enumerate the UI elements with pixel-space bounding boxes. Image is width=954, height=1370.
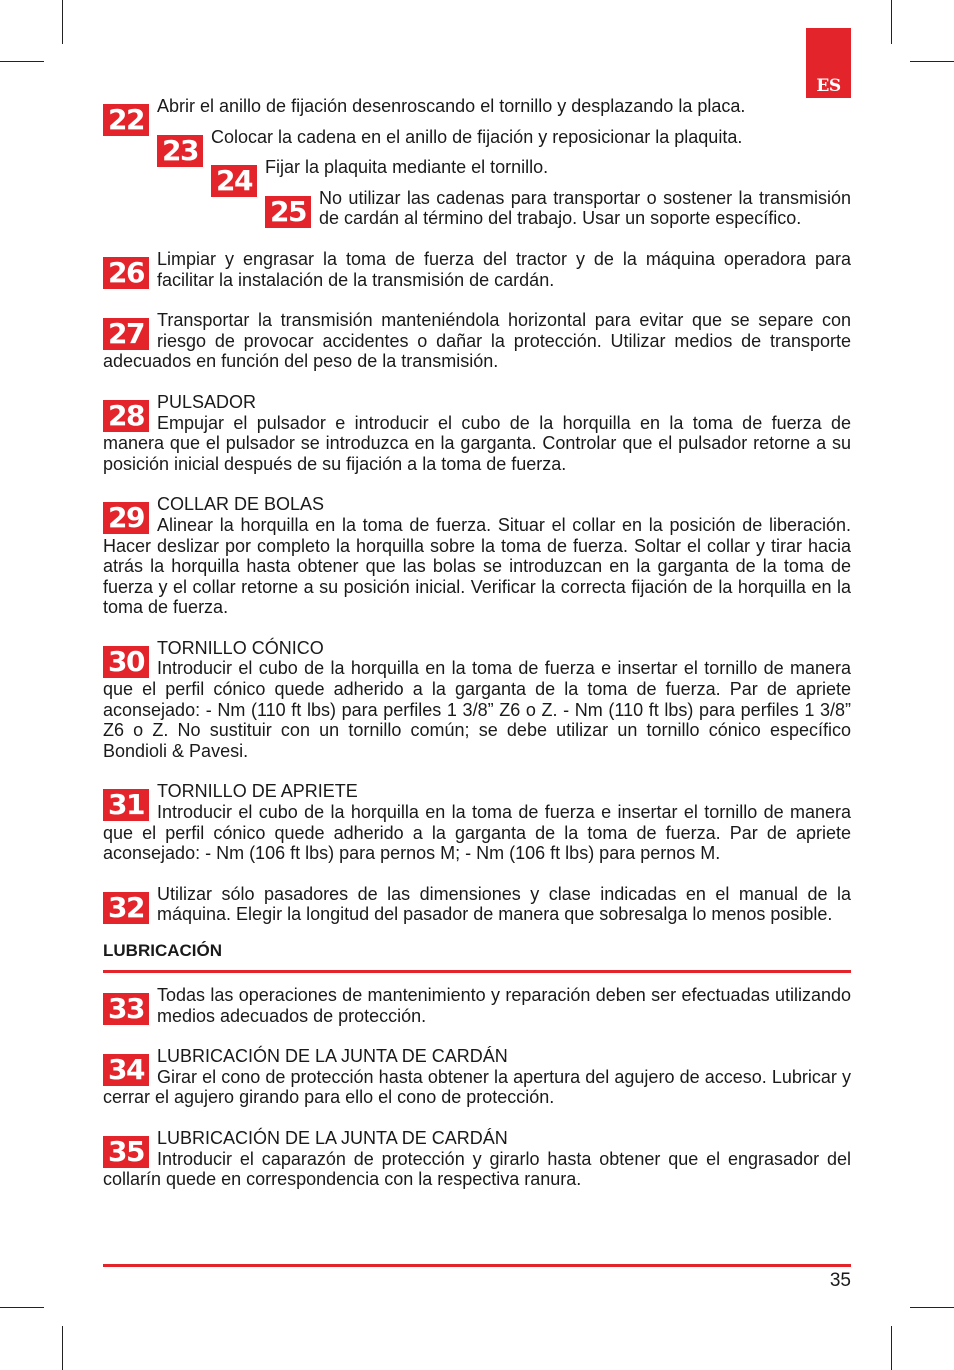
instruction-item-35 bbox=[103, 1128, 851, 1190]
step-text: No utilizar las cadenas para transportar o sostener la transmisión de cardán al término del trabajo. Usar un soporte específico. bbox=[319, 187, 851, 229]
step-text: Introducir el caparazón de protección y girarlo hasta obtener que el engrasador del collarín quede en correspondencia con la respectiva ranura. bbox=[103, 1148, 851, 1190]
step-text: Introducir el cubo de la horquilla en la toma de fuerza e insertar el tornillo de manera que el perfil cónico quede adherido a la garganta de la toma de fuerza. Par de apriete aconsejado: - Nm (110 ft lbs) para perfiles 1 3/8” Z6 o Z. - Nm (110 ft lbs) para perfiles 1 3/8” Z6 o Z. No sustituir con un tornillo común; se debe utilizar un tornillo cónico específico Bondioli & Pavesi. bbox=[103, 658, 851, 761]
step-number: 32 bbox=[103, 892, 149, 924]
step-text: Fijar la plaquita mediante el tornillo. bbox=[265, 157, 549, 178]
step-number: 24 bbox=[211, 165, 257, 197]
step-text: Utilizar sólo pasadores de las dimensiones y clase indicadas en el manual de la máquina. Elegir la longitud del pasador de manera que sobresalga lo menos posible. bbox=[157, 883, 851, 925]
instruction-item-31 bbox=[103, 781, 851, 863]
step-heading: LUBRICACIÓN DE LA JUNTA DE CARDÁN bbox=[157, 1127, 508, 1148]
crop-mark bbox=[0, 1307, 44, 1308]
items-list bbox=[103, 96, 851, 925]
step-number: 34 bbox=[103, 1054, 149, 1086]
step-number: 33 bbox=[103, 993, 149, 1025]
instruction-item-27 bbox=[103, 310, 851, 372]
crop-mark bbox=[0, 61, 44, 62]
language-tab: ES bbox=[806, 28, 851, 98]
instruction-item-33 bbox=[103, 985, 851, 1026]
instruction-item-32 bbox=[103, 884, 851, 925]
step-heading: LUBRICACIÓN DE LA JUNTA DE CARDÁN bbox=[157, 1046, 508, 1067]
step-text: Limpiar y engrasar la toma de fuerza del tractor y de la máquina operadora para facilitar la instalación de la transmisión de cardán. bbox=[157, 248, 851, 290]
crop-mark bbox=[910, 1307, 954, 1308]
step-number: 29 bbox=[103, 502, 149, 534]
step-text: Todas las operaciones de mantenimiento y reparación deben ser efectuadas utilizando medios adecuados de protección. bbox=[157, 985, 851, 1026]
instruction-item-22 bbox=[103, 96, 851, 136]
step-text: Abrir el anillo de fijación desenroscando el tornillo y desplazando la placa. bbox=[157, 96, 746, 116]
step-number: 27 bbox=[103, 318, 149, 350]
instruction-item-24 bbox=[103, 157, 851, 198]
instruction-item-25 bbox=[103, 188, 851, 229]
step-number: 28 bbox=[103, 400, 149, 432]
items-list-2 bbox=[103, 985, 851, 1190]
instructions-content bbox=[103, 96, 851, 1190]
step-text: Girar el cono de protección hasta obtener la apertura del agujero de acceso. Lubricar y cerrar el agujero girando para ello el cono de protección. bbox=[103, 1066, 851, 1108]
section-title: LUBRICACIÓN bbox=[103, 941, 851, 973]
step-heading: TORNILLO DE APRIETE bbox=[157, 781, 358, 802]
instruction-item-29 bbox=[103, 494, 851, 618]
instruction-item-34 bbox=[103, 1046, 851, 1108]
step-heading: PULSADOR bbox=[157, 391, 257, 412]
step-heading: COLLAR DE BOLAS bbox=[157, 494, 325, 515]
page-number: 35 bbox=[829, 1270, 851, 1291]
instruction-item-30 bbox=[103, 638, 851, 762]
step-text: Empujar el pulsador e introducir el cubo de la horquilla en la toma de fuerza de manera que el pulsador se introduzca en la garganta. Controlar que el pulsador retorne a su posición inicial después de su fijación a la toma de fuerza. bbox=[103, 412, 851, 474]
crop-mark bbox=[910, 61, 954, 62]
step-text: Introducir el cubo de la horquilla en la toma de fuerza e insertar el tornillo de manera que el perfil cónico quede adherido a la garganta de la toma de fuerza. Par de apriete aconsejado: - Nm (106 ft lbs) para pernos M; - Nm (106 ft lbs) para pernos M. bbox=[103, 802, 851, 864]
instruction-item-28 bbox=[103, 392, 851, 474]
step-number: 31 bbox=[103, 789, 149, 821]
step-text: Colocar la cadena en el anillo de fijación y reposicionar la plaquita. bbox=[211, 126, 743, 147]
bottom-rule bbox=[103, 1264, 851, 1267]
crop-mark bbox=[891, 0, 892, 44]
step-heading: TORNILLO CÓNICO bbox=[157, 637, 324, 658]
step-number: 26 bbox=[103, 257, 149, 289]
step-text: Alinear la horquilla en la toma de fuerza. Situar el collar en la posición de liberación. Hacer deslizar por completo la horquilla sobre la toma de fuerza. Soltar el collar y tirar hacia atrás la horquilla hasta obtener que las bolas se introduzcan en la garganta de la toma de fuerza y el collar retorne a su posición inicial. Verificar la correcta fijación de la horquilla en la toma de fuerza. bbox=[103, 514, 851, 618]
instruction-item-23 bbox=[103, 126, 851, 167]
step-number: 23 bbox=[157, 135, 203, 167]
step-number: 35 bbox=[103, 1136, 149, 1168]
step-number: 30 bbox=[103, 646, 149, 678]
crop-mark bbox=[62, 1326, 63, 1370]
step-number: 25 bbox=[265, 196, 311, 228]
instruction-item-26 bbox=[103, 249, 851, 290]
step-text: Transportar la transmisión manteniéndola horizontal para evitar que se separe con riesgo de provocar accidentes o dañar la protección. Utilizar medios de transporte adecuados en función del peso de la transmisión. bbox=[103, 310, 851, 372]
crop-mark bbox=[62, 0, 63, 44]
step-number: 22 bbox=[103, 104, 149, 136]
crop-mark bbox=[891, 1326, 892, 1370]
